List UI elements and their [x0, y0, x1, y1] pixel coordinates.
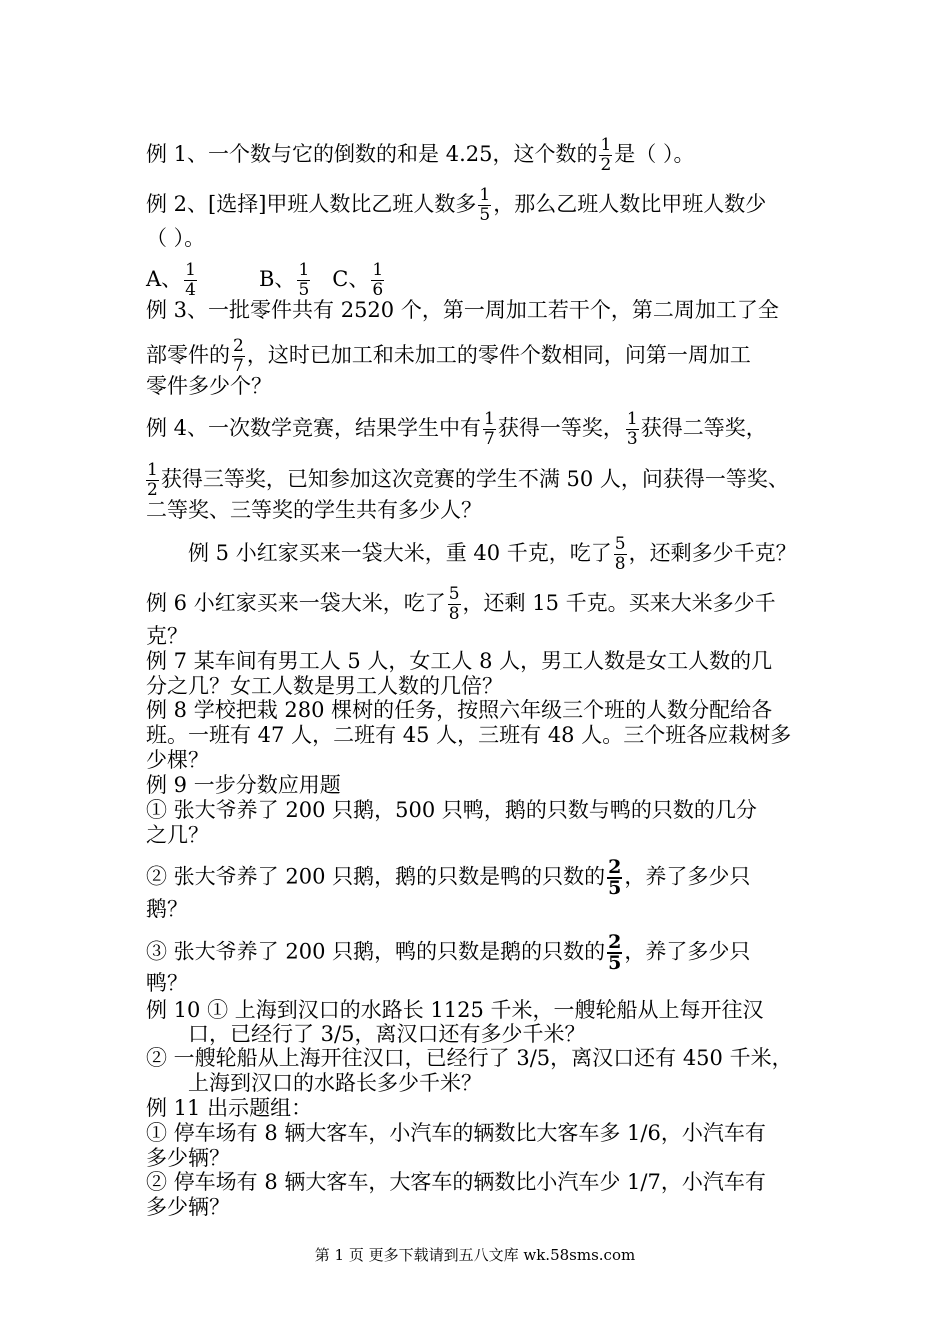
denominator: 3: [626, 429, 638, 449]
denominator: 5: [479, 205, 491, 225]
example-4-line-2: [146, 460, 816, 500]
example-2-options: [146, 260, 816, 300]
text: 例 11 出示题组：: [146, 1096, 313, 1120]
numerator: 5: [614, 534, 626, 554]
fraction-2-5: [607, 858, 622, 898]
text: ，这时已加工和未加工的零件个数相同，问第一周加工: [246, 343, 751, 367]
text: 例 2、[选择]甲班人数比乙班人数多: [146, 192, 477, 216]
numerator: 1: [147, 460, 158, 480]
example-1-line: [146, 135, 816, 175]
example-9-item-1-line-2: [146, 822, 816, 848]
denominator: 2: [147, 480, 158, 500]
fraction-1-7: [483, 410, 496, 449]
text: 例 5 小红家买来一袋大米，重 40 千克，吃了: [188, 541, 612, 565]
example-2-line: [146, 185, 816, 225]
example-8-line-3: [146, 747, 816, 773]
example-3-line-2: [146, 336, 816, 376]
text: 获得二等奖，: [640, 416, 767, 440]
text: ，养了多少只: [624, 939, 751, 964]
denominator: 7: [233, 356, 244, 376]
text: 上海到汉口的水路长多少千米？: [188, 1071, 482, 1095]
example-7-line-1: [146, 648, 816, 674]
text: （ ）。: [146, 226, 206, 250]
text: 多少辆？: [146, 1195, 230, 1219]
text: 零件多少个？: [146, 374, 272, 398]
text: 获得一等奖，: [497, 416, 624, 440]
example-9-title: [146, 772, 816, 798]
text: 多少辆？: [146, 1146, 230, 1170]
example-4-line-1: [146, 409, 816, 449]
text: 例 6 小红家买来一袋大米，吃了: [146, 591, 446, 615]
example-6-line-2: [146, 623, 816, 649]
text: ② 张大爷养了 200 只鹅，鹅的只数是鸭的只数的: [146, 864, 606, 889]
example-11-title: [146, 1095, 816, 1121]
text: 获得三等奖，已知参加这次竞赛的学生不满 50 人，问获得一等奖、: [160, 467, 789, 491]
example-9-item-1-line-1: [146, 797, 816, 823]
option-b-label: B、: [259, 267, 296, 291]
example-7-line-2: [146, 673, 816, 699]
fraction-1-5: [478, 186, 491, 225]
text: ① 停车场有 8 辆大客车，小汽车的辆数比大客车多 1/6，小汽车有: [146, 1121, 766, 1145]
denominator: 4: [185, 280, 196, 300]
numerator: 2: [608, 856, 622, 878]
text: 例 1、一个数与它的倒数的和是 4.25，这个数的: [146, 142, 598, 166]
example-9-item-2-line-2: [146, 896, 816, 922]
fraction-5-8: [614, 535, 627, 574]
text: 部零件的: [146, 343, 230, 367]
text: ，那么乙班人数比甲班人数少: [493, 192, 767, 216]
numerator: 1: [185, 260, 196, 280]
text: 是（ ）。: [614, 142, 695, 166]
text: ① 张大爷养了 200 只鹅，500 只鸭，鹅的只数与鸭的只数的几分: [146, 798, 757, 822]
denominator: 7: [484, 429, 495, 449]
denominator: 8: [614, 554, 626, 574]
text: 例 4、一次数学竞赛，结果学生中有: [146, 416, 482, 440]
text: 分之几？女工人数是男工人数的几倍？: [146, 674, 503, 698]
fraction-5-8: [448, 585, 461, 624]
example-6-line-1: [146, 584, 816, 624]
text: 口，已经行了 3/5，离汉口还有多少千米？: [188, 1022, 586, 1046]
text: 二等奖、三等奖的学生共有多少人？: [146, 498, 482, 522]
example-8-line-1: [146, 697, 816, 723]
numerator: 1: [479, 185, 491, 205]
example-4-line-3: [146, 497, 816, 523]
text: 例 8 学校把栽 280 棵树的任务，按照六年级三个班的人数分配给各: [146, 698, 773, 722]
option-a-fraction: [184, 261, 197, 300]
text: 少棵？: [146, 748, 209, 772]
denominator: 8: [448, 604, 460, 624]
denominator: 2: [600, 155, 612, 175]
text: ③ 张大爷养了 200 只鹅，鸭的只数是鹅的只数的: [146, 939, 606, 964]
option-a-label: A、: [146, 267, 183, 291]
page-footer: 第 1 页 更多下载请到五八文库 wk.58sms.com: [314, 1246, 636, 1264]
option-c-label: C、: [332, 267, 370, 291]
numerator: 1: [600, 135, 612, 155]
fraction-1-2: [146, 461, 159, 500]
fraction-2-7: [232, 337, 245, 376]
option-c-fraction: [371, 261, 384, 300]
fraction-2-5: [607, 933, 622, 973]
text: 之几？: [146, 823, 209, 847]
text: 例 10 ① 上海到汉口的水路长 1125 千米，一艘轮船从上每开往汉: [146, 998, 764, 1022]
numerator: 1: [298, 260, 310, 280]
example-11-item-1-line-2: [146, 1145, 816, 1171]
option-b-fraction: [297, 261, 310, 300]
example-5-line: [188, 534, 828, 574]
text: ② 停车场有 8 辆大客车，大客车的辆数比小汽车少 1/7，小汽车有: [146, 1170, 766, 1194]
example-10-item-1-line-1: [146, 997, 816, 1023]
example-10-item-2-line-1: [146, 1045, 816, 1071]
denominator: 5: [298, 280, 310, 300]
example-10-item-1-line-2: [188, 1021, 808, 1047]
example-3-line-1: [146, 297, 816, 323]
text: 例 9 一步分数应用题: [146, 773, 341, 797]
fraction-1-2: [599, 136, 612, 175]
text: 例 3、一批零件共有 2520 个，第一周加工若干个，第二周加工了全: [146, 298, 779, 322]
text: ，养了多少只: [624, 864, 751, 889]
example-9-item-3-line-1: [146, 931, 816, 974]
text: 鸭？: [146, 971, 188, 995]
text: ，还剩多少千克？: [628, 541, 797, 565]
example-10-item-2-line-2: [188, 1070, 808, 1096]
example-3-line-3: [146, 373, 816, 399]
text: 例 7 某车间有男工人 5 人，女工人 8 人，男工人数是女工人数的几: [146, 649, 773, 673]
example-11-item-1-line-1: [146, 1120, 816, 1146]
example-9-item-2-line-1: [146, 856, 816, 899]
numerator: 1: [372, 260, 384, 280]
numerator: 2: [233, 336, 244, 356]
numerator: 2: [608, 931, 622, 953]
text: ，还剩 15 千克。买来大米多少千: [462, 591, 776, 615]
text: 鹅？: [146, 897, 188, 921]
example-9-item-3-line-2: [146, 970, 816, 996]
numerator: 5: [448, 584, 460, 604]
example-2-answer-line: [146, 225, 816, 251]
numerator: 1: [626, 409, 638, 429]
example-11-item-2-line-1: [146, 1169, 816, 1195]
fraction-1-3: [626, 410, 639, 449]
denominator: 5: [608, 952, 622, 974]
text: ② 一艘轮船从上海开往汉口，已经行了 3/5，离汉口还有 450 千米，: [146, 1046, 793, 1070]
text: 克？: [146, 624, 188, 648]
numerator: 1: [484, 409, 495, 429]
denominator: 6: [372, 280, 384, 300]
example-11-item-2-line-2: [146, 1194, 816, 1220]
denominator: 5: [608, 877, 622, 899]
text: 班。一班有 47 人，二班有 45 人，三班有 48 人。三个班各应栽树多: [146, 723, 792, 747]
example-8-line-2: [146, 722, 816, 748]
